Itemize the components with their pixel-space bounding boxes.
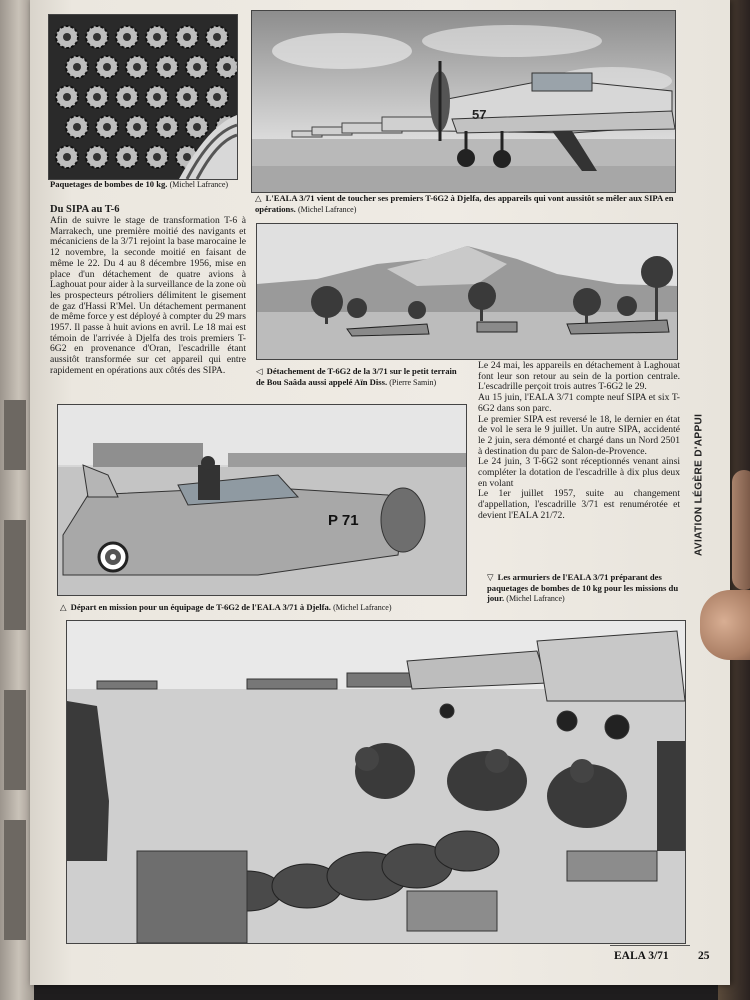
photo-flight-line <box>251 10 676 193</box>
article-paragraph: Au 15 juin, l'EALA 3/71 compte neuf SIPA et six T-6G2 dans son parc. <box>478 392 680 414</box>
article-column-2 <box>478 361 680 522</box>
aircraft-code-flight-line: 57 <box>472 107 487 122</box>
photo-bombs-stack <box>48 14 238 180</box>
article-paragraph: Afin de suivre le stage de transformation T-6 à Marrakech, une première moitié des navigants et mécaniciens de la 3/71 rejoint la base marocaine le 12 novembre, la seconde moitié en faisant de même le 22. Du 4 au 8 décembre 1956, mise en place d'un détachement de quatre avions à Laghouat pour aider à la surveillance de la zone où les prospecteurs pétroliers délimitent le gisement de gaz d'Hassi R'Mel. Un détachement permanent de même force y est déployé à compter du 29 mars 1957. Il passe à huit avions en avril. Le 18 mai est témoin de l'arrivée à Djelfa des trois premiers T-6G2 en provenance d'Oran, l'escadrille étant aussitôt transformée sur cet appareil qui entre rapidement en opérations aux côtés des SIPA. <box>50 215 246 376</box>
photo-bou-saada <box>256 223 678 360</box>
aircraft-code-cockpit: P 71 <box>328 512 359 529</box>
article-column-1 <box>50 204 246 377</box>
caption-bombs-stack: Paquetages de bombes de 10 kg. (Michel Lafrance) <box>50 179 229 189</box>
article-paragraph: Le 24 juin, 3 T-6G2 sont réceptionnés venant ainsi compléter la dotation de l'escadrille à dix plus deux en volant <box>478 456 680 489</box>
article-paragraph: Le 24 mai, les appareils en détachement à Laghouat font leur son retour au sein de la portion centrale. L'escadrille perçoit trois autres T-6G2 le 29. <box>478 360 680 393</box>
left-page-edge <box>0 0 34 1000</box>
caption-cockpit-crew: △ Départ en mission pour un équipage de T-6G2 de l'EALA 3/71 à Djelfa. (Michel Lafrance) <box>60 602 392 612</box>
caption-flight-line: △ L'EALA 3/71 vient de toucher ses premiers T-6G2 à Djelfa, des appareils qui vont aussitôt se mêler aux SIPA en opérations. (Michel Lafrance) <box>255 193 674 214</box>
caption-armourers: ▽ Les armuriers de l'EALA 3/71 préparant des paquetages de bombes de 10 kg pour les missions du jour. (Michel Lafrance) <box>487 572 679 604</box>
footer-rule <box>610 945 690 946</box>
side-section-title: AVIATION LÉGÈRE D'APPUI <box>693 413 705 557</box>
article-paragraph: Le 1er juillet 1957, suite au changement d'appellation, l'escadrille 3/71 est renumérotée et devient l'EALA 21/72. <box>478 488 680 521</box>
photo-armourers <box>66 620 686 944</box>
page-number: 25 <box>698 950 710 962</box>
hand-finger <box>732 470 750 590</box>
caption-bou-saada: ◁ Détachement de T-6G2 de la 3/71 sur le petit terrain de Bou Saâda aussi appelé Aïn Diss. (Pierre Samin) <box>256 366 457 387</box>
article-paragraph: Le premier SIPA est reversé le 18, le dernier en état de vol le sera le 9 juillet. Un autre SIPA, accidenté le 2 juin, sera démonté et chargé dans un Nord 2501 à destination du parc de Salon-de-Provence. <box>478 413 680 457</box>
hand-thumb <box>700 590 750 660</box>
footer-unit-label: EALA 3/71 <box>614 950 669 962</box>
article-heading: Du SIPA au T-6 <box>50 204 120 215</box>
photo-cockpit-crew <box>57 404 467 596</box>
